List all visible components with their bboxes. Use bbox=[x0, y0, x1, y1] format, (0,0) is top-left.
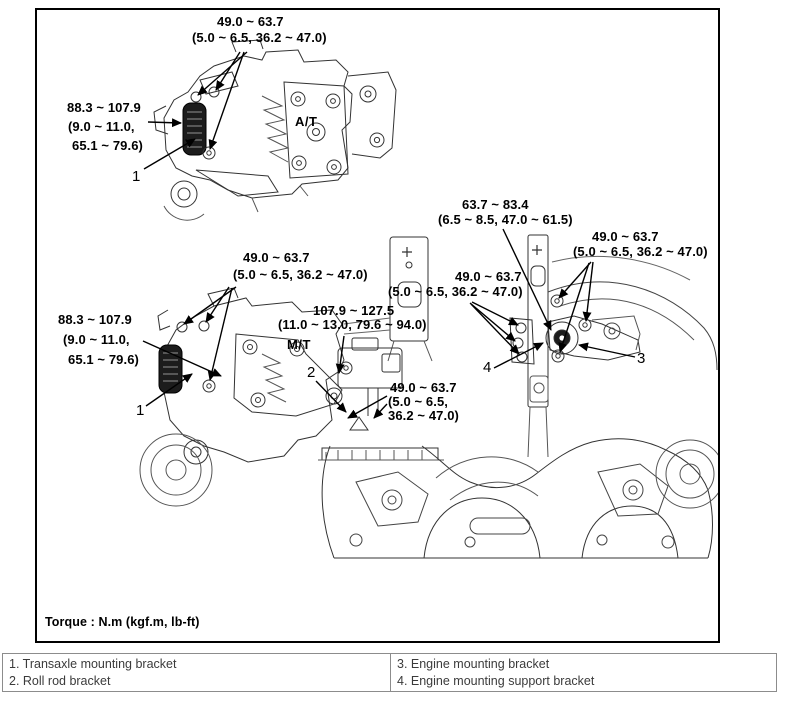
torque-callout-at-bracket-line1: 88.3 ~ 107.9 bbox=[67, 100, 141, 115]
legend-item-3: 3. Engine mounting bracket bbox=[397, 657, 550, 671]
torque-callout-mt-bracket-line3: 65.1 ~ 79.6) bbox=[68, 352, 139, 367]
torque-callout-engine-mount-nut-line1: 63.7 ~ 83.4 bbox=[462, 197, 529, 212]
part-number-4: 4 bbox=[483, 359, 492, 376]
torque-callout-roll-rod-nut-line2: (11.0 ~ 13.0, 79.6 ~ 94.0) bbox=[278, 317, 427, 332]
legend-cell-left bbox=[3, 654, 391, 691]
torque-callout-at-bracket-line3: 65.1 ~ 79.6) bbox=[72, 138, 143, 153]
torque-callout-roll-rod-nut-line1: 107.9 ~ 127.5 bbox=[313, 303, 395, 318]
torque-callout-engine-mount-inner-line2: (5.0 ~ 6.5, 36.2 ~ 47.0) bbox=[388, 284, 523, 299]
torque-callout-roll-rod-bolts-line3: 36.2 ~ 47.0) bbox=[388, 408, 459, 423]
section-label-mt: M/T bbox=[287, 337, 311, 352]
parts-legend bbox=[2, 653, 777, 692]
legend-item-1: 1. Transaxle mounting bracket bbox=[9, 657, 177, 671]
legend-item-4: 4. Engine mounting support bracket bbox=[397, 674, 595, 688]
legend-cell-right bbox=[391, 654, 594, 691]
torque-callout-engine-mount-outer-line1: 49.0 ~ 63.7 bbox=[592, 229, 659, 244]
part-number-3: 3 bbox=[637, 350, 646, 367]
part-number-1-at: 1 bbox=[132, 168, 141, 185]
torque-callout-engine-mount-inner-line1: 49.0 ~ 63.7 bbox=[455, 269, 522, 284]
torque-callout-mt-bracket-line1: 88.3 ~ 107.9 bbox=[58, 312, 132, 327]
torque-callout-engine-mount-outer-line2: (5.0 ~ 6.5, 36.2 ~ 47.0) bbox=[573, 244, 708, 259]
torque-callout-mt-bracket-line2: (9.0 ~ 11.0, bbox=[63, 332, 130, 347]
torque-callout-at-insulator-line1: 49.0 ~ 63.7 bbox=[217, 14, 284, 29]
at-view-art bbox=[154, 40, 396, 220]
torque-callout-engine-mount-nut-line2: (6.5 ~ 8.5, 47.0 ~ 61.5) bbox=[438, 212, 573, 227]
leader-arrows bbox=[143, 52, 635, 418]
part-number-1-mt: 1 bbox=[136, 402, 145, 419]
part-number-2: 2 bbox=[307, 364, 316, 381]
legend-item-2: 2. Roll rod bracket bbox=[9, 674, 111, 688]
torque-callout-mt-insulator-line2: (5.0 ~ 6.5, 36.2 ~ 47.0) bbox=[233, 267, 368, 282]
torque-callout-at-bracket-line2: (9.0 ~ 11.0, bbox=[68, 119, 135, 134]
torque-callout-at-insulator-line2: (5.0 ~ 6.5, 36.2 ~ 47.0) bbox=[192, 30, 327, 45]
torque-callout-roll-rod-bolts-line2: (5.0 ~ 6.5, bbox=[388, 394, 448, 409]
torque-units-note: Torque : N.m (kgf.m, lb-ft) bbox=[45, 615, 200, 629]
torque-callout-mt-insulator-line1: 49.0 ~ 63.7 bbox=[243, 250, 310, 265]
torque-callout-roll-rod-bolts-line1: 49.0 ~ 63.7 bbox=[390, 380, 457, 395]
section-label-at: A/T bbox=[295, 114, 318, 129]
